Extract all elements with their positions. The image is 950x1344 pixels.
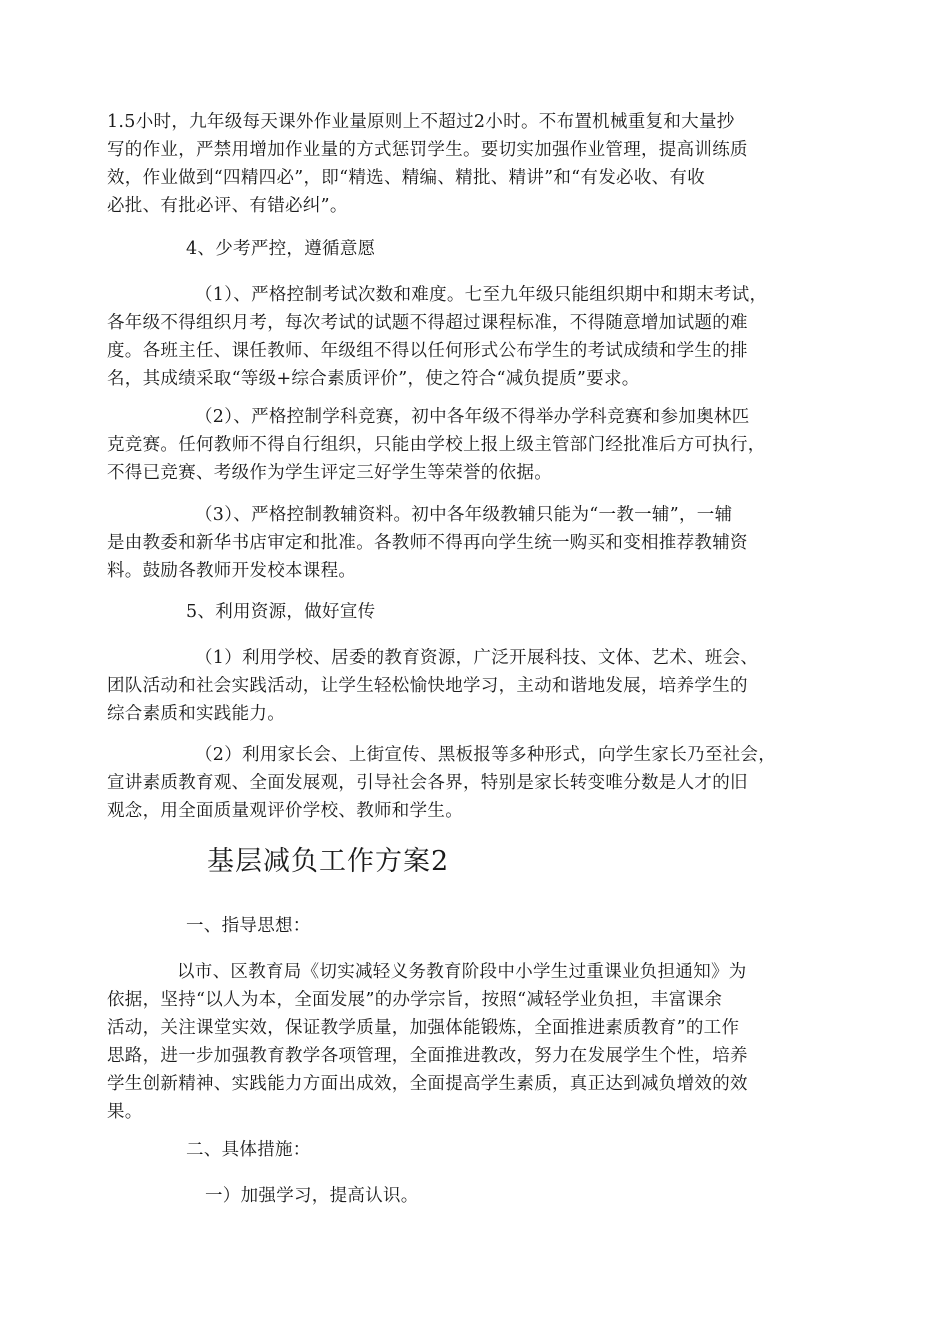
text-line: 克竞赛。任何教师不得自行组织，只能由学校上报上级主管部门经批准后方可执行，	[107, 435, 766, 455]
text-line: 活动，关注课堂实效，保证教学质量，加强体能锻炼，全面推进素质教育”的工作	[107, 1018, 740, 1038]
text-line: 必批、有批必评、有错必纠”。	[107, 196, 348, 216]
paragraph-guide	[107, 958, 849, 1126]
text-line: 思路，进一步加强教育教学各项管理，全面推进教改，努力在发展学生个性，培养	[107, 1046, 748, 1066]
paragraph-exams	[107, 281, 849, 393]
text-line: 果。	[107, 1102, 143, 1122]
text-line: 效，作业做到“四精四必”，即“精选、精编、精批、精讲”和“有发必收、有收	[107, 168, 706, 188]
text-line: （2）利用家长会、上街宣传、黑板报等多种形式，向学生家长乃至社会，	[195, 745, 777, 765]
text-line: （2）、严格控制学科竞赛，初中各年级不得举办学科竞赛和参加奥林匹	[195, 407, 750, 427]
text-line: 名，其成绩采取“等级+综合素质评价”，使之符合“减负提质”要求。	[107, 369, 640, 389]
document-title: 基层减负工作方案2	[207, 846, 450, 877]
text-line: 综合素质和实践能力。	[107, 704, 285, 724]
text-line: （3）、严格控制教辅资料。初中各年级教辅只能为“一教一辅”，一辅	[195, 505, 733, 525]
text-line: 各年级不得组织月考，每次考试的试题不得超过课程标准，不得随意增加试题的难	[107, 313, 748, 333]
text-line: 料。鼓励各教师开发校本课程。	[107, 561, 357, 581]
text-line: 以市、区教育局《切实减轻义务教育阶段中小学生过重课业负担通知》为	[177, 962, 747, 982]
section-heading-5: 5、利用资源，做好宣传	[186, 602, 376, 622]
paragraph-homework	[107, 108, 849, 220]
text-line: （1）、严格控制考试次数和难度。七至九年级只能组织期中和期末考试，	[195, 285, 768, 305]
text-line: 度。各班主任、课任教师、年级组不得以任何形式公布学生的考试成绩和学生的排	[107, 341, 748, 361]
text-line: 学生创新精神、实践能力方面出成效，全面提高学生素质，真正达到减负增效的效	[107, 1074, 748, 1094]
text-line: （1）利用学校、居委的教育资源，广泛开展科技、文体、艺术、班会、	[195, 648, 759, 668]
text-line: 1.5小时，九年级每天课外作业量原则上不超过2小时。不布置机械重复和大量抄	[107, 112, 735, 132]
text-line: 团队活动和社会实践活动，让学生轻松愉快地学习，主动和谐地发展，培养学生的	[107, 676, 748, 696]
section-heading-guide: 一、指导思想：	[186, 916, 311, 936]
paragraph-resources	[107, 644, 849, 728]
section-heading-4: 4、少考严控，遵循意愿	[186, 239, 376, 259]
text-line: 宣讲素质教育观、全面发展观，引导社会各界，特别是家长转变唯分数是人才的旧	[107, 773, 748, 793]
text-line: 写的作业，严禁用增加作业量的方式惩罚学生。要切实加强作业管理，提高训练质	[107, 140, 748, 160]
paragraph-materials	[107, 501, 849, 585]
text-line: 观念，用全面质量观评价学校、教师和学生。	[107, 801, 463, 821]
text-line: 是由教委和新华书店审定和批准。各教师不得再向学生统一购买和变相推荐教辅资	[107, 533, 748, 553]
subsection-heading-1: 一）加强学习，提高认识。	[205, 1186, 419, 1206]
text-line: 不得已竞赛、考级作为学生评定三好学生等荣誉的依据。	[107, 463, 552, 483]
paragraph-publicity	[107, 741, 849, 825]
section-heading-measures: 二、具体措施：	[186, 1140, 311, 1160]
text-line: 依据，坚持“以人为本，全面发展”的办学宗旨，按照“减轻学业负担，丰富课余	[107, 990, 723, 1010]
paragraph-competitions	[107, 403, 849, 487]
